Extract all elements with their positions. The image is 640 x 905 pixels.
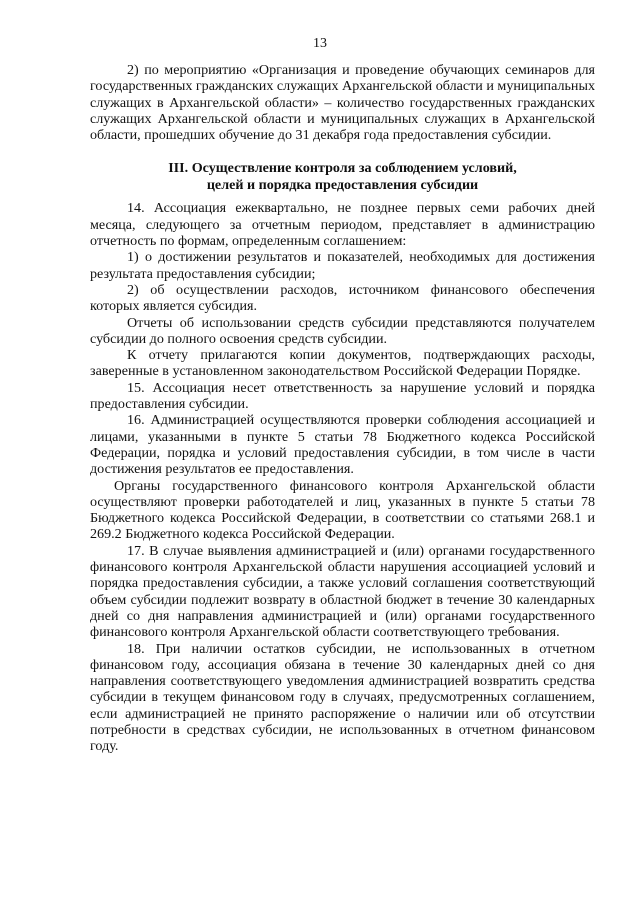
paragraph-reports: Отчеты об использовании средств субсидии представляются получателем субсидии до полного освоения средств субсидии.	[90, 314, 595, 347]
paragraph-17: 17. В случае выявления администрацией и (или) органами государственного финансового контроля Архангельской области нарушения ассоциацией условий и порядка предоставления субсидии, а также условий соглашения соответствующий объем субсидии подлежит возврату в областной бюджет в течение 30 календарных дней со дня направления администрацией и (или) органами государственного финансового контроля Архангельской области соответствующего требования.	[90, 542, 595, 641]
paragraph-14-item-2: 2) об осуществлении расходов, источником финансового обеспечения которых является субсидия.	[90, 281, 595, 315]
page-number: 13	[313, 36, 327, 51]
document-body	[90, 62, 595, 755]
paragraph-14-item-1: 1) о достижении результатов и показателей, необходимых для достижения результата предоставления субсидии;	[90, 249, 595, 282]
paragraph-15: 15. Ассоциация несет ответственность за нарушение условий и порядка предоставления субсидии.	[90, 379, 595, 413]
paragraph-report-attachments: К отчету прилагаются копии документов, подтверждающих расходы, заверенные в установленном законодательством Российской Федерации Порядке.	[90, 347, 595, 380]
paragraph-18: 18. При наличии остатков субсидии, не использованных в отчетном финансовом году, ассоциация обязана в течение 30 календарных дней со дня направления соответствующего уведомления администрацией возвратить средства субсидии в текущем финансовом году в случаях, предусмотренных соглашением, если администрацией не принято распоряжение о наличии или об отсутствии потребности в средствах субсидии, не использованных в отчетном финансовом году.	[90, 640, 595, 755]
paragraph-16: 16. Администрацией осуществляются проверки соблюдения ассоциацией и лицами, указанными в пункте 5 статьи 78 Бюджетного кодекса Российской Федерации, порядка и условий предоставления субсидии, в том числе в части достижения результатов ее предоставления.	[90, 412, 595, 478]
section-title-line2: целей и порядка предоставления субсидии	[206, 177, 479, 194]
section-title-line1: III. Осуществление контроля за соблюдением условий,	[168, 160, 517, 177]
intro-paragraph: 2) по мероприятию «Организация и проведение обучающих семинаров для государственных гражданских служащих Архангельской области и муниципальных служащих в Архангельской области» – количество государственных гражданских служащих Архангельской области и муниципальных служащих в Архангельской области, прошедших обучение до 31 декабря года предоставления субсидии.	[90, 62, 595, 144]
paragraph-control-bodies: Органы государственного финансового контроля Архангельской области осуществляют проверки работодателей и лиц, указанных в пункте 5 статьи 78 Бюджетного кодекса Российской Федерации, в соответствии со статьями 268.1 и 269.2 Бюджетного кодекса Российской Федерации.	[90, 477, 595, 543]
paragraph-14: 14. Ассоциация ежеквартально, не позднее первых семи рабочих дней месяца, следующего за отчетным периодом, представляет в администрацию отчетность по формам, определенным соглашением:	[90, 200, 595, 250]
section-heading	[90, 160, 595, 194]
